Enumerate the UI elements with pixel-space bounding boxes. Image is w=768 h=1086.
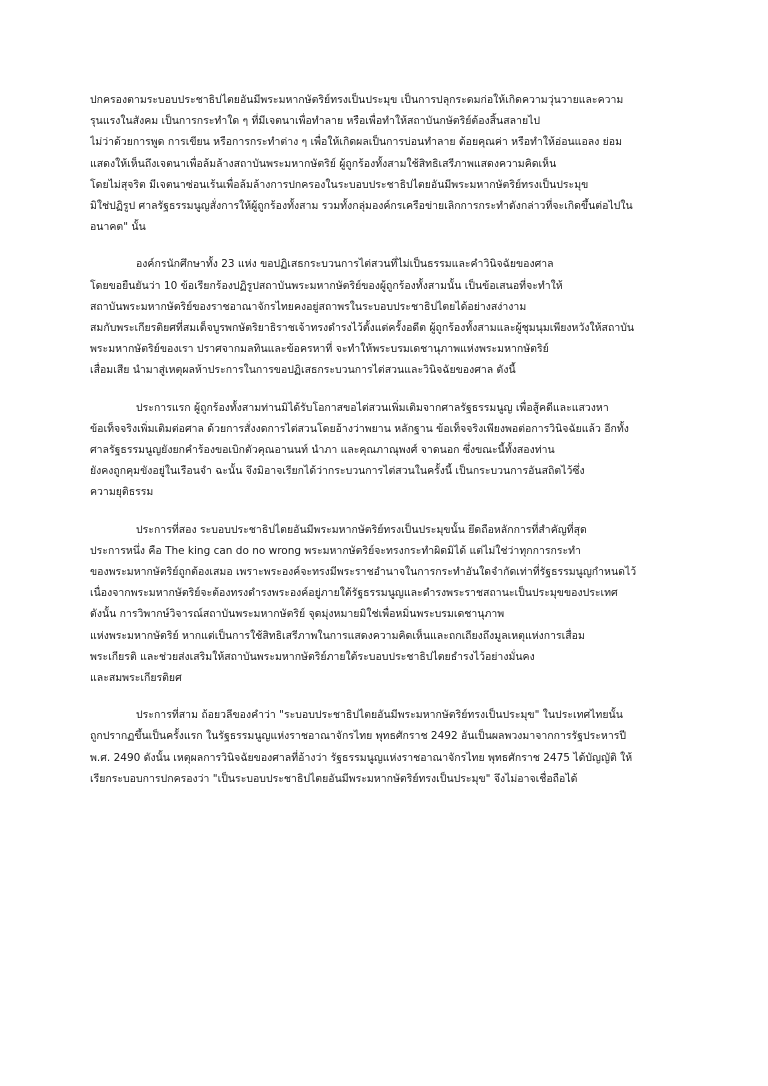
text-line: ปกครองตามระบอบประชาธิปไตยอันมีพระมหากษัตริย์ทรงเป็นประมุข เป็นการปลุกระดมก่อให้เกิดความวุ่นวายและความ <box>90 94 624 106</box>
text-line: มิใช่ปฏิรูป ศาลรัฐธรรมนูญสั่งการให้ผู้ถูกร้องทั้งสาม รวมทั้งกลุ่มองค์กรเครือข่ายเลิกการกระทำดังกล่าวที่จะเกิดขึ้นต่อไปใน <box>90 200 633 213</box>
text-line: เรียกระบอบการปกครองว่า "เป็นระบอบประชาธิปไตยอันมีพระมหากษัตริย์ทรงเป็นประมุข" จึงไม่อาจเชื่อถือได้ <box>90 772 578 785</box>
text-line: ไม่ว่าด้วยการพูด การเขียน หรือการกระทำต่าง ๆ เพื่อให้เกิดผลเป็นการบ่อนทำลาย ด้อยคุณค่า หรือทำให้อ่อนแอลง ย่อม <box>90 136 623 149</box>
text-line: โดยขอยืนยันว่า 10 ข้อเรียกร้องปฏิรูปสถาบันพระมหากษัตริย์ของผู้ถูกร้องทั้งสามนั้น เป็นข้อเสนอที่จะทำให้ <box>90 279 563 292</box>
text-line: ยังคงถูกคุมขังอยู่ในเรือนจำ ฉะนั้น จึงมิอาจเรียกได้ว่ากระบวนการไต่สวนในครั้งนี้ เป็นกระบวนการอันสถิตไว้ซึ่ง <box>90 465 585 478</box>
text-line: ความยุติธรรม <box>90 486 154 499</box>
paragraph-4 <box>90 520 680 690</box>
text-line: แห่งพระมหากษัตริย์ หากแต่เป็นการใช้สิทธิเสรีภาพในการแสดงความคิดเห็นและถกเถียงถึงมูลเหตุแห่งการเสื่อม <box>90 629 585 642</box>
text-line: พระมหากษัตริย์ของเรา ปราศจากมลทินและข้อครหาที่ จะทำให้พระบรมเดชานุภาพแห่งพระมหากษัตริย์ <box>90 343 549 356</box>
text-line: สมกับพระเกียรติยศที่สมเด็จบูรพกษัตริยาธิราชเจ้าทรงดำรงไว้ตั้งแต่ครั้งอดีต ผู้ถูกร้องทั้งสามและผู้ชุมนุมเพียงหวังให้สถาบัน <box>90 322 635 335</box>
text-line: และสมพระเกียรติยศ <box>90 672 182 685</box>
paragraph-2 <box>90 254 680 381</box>
text-line: ศาลรัฐธรรมนูญยังยกคำร้องขอเบิกตัวคุณอานนท์ นำภา และคุณภาณุพงศ์ จาดนอก ซึ่งขณะนี้ทั้งสองท่าน <box>90 444 555 457</box>
text-line: องค์กรนักศึกษาทั้ง 23 แห่ง ขอปฏิเสธกระบวนการไต่สวนที่ไม่เป็นธรรมและคำวินิจฉัยของศาล <box>136 258 554 271</box>
text-line: ประการที่สาม ถ้อยวลีของคำว่า "ระบอบประชาธิปไตยอันมีพระมหากษัตริย์ทรงเป็นประมุข" ในประเทศไทยนั้น <box>136 709 623 722</box>
text-line: ประการที่สอง ระบอบประชาธิปไตยอันมีพระมหากษัตริย์ทรงเป็นประมุขนั้น ยึดถือหลักการที่สำคัญที่สุด <box>136 523 587 536</box>
text-line: สถาบันพระมหากษัตริย์ของราชอาณาจักรไทยคงอยู่สถาพรในระบอบประชาธิปไตยได้อย่างสง่างาม <box>90 300 527 313</box>
paragraph-5 <box>90 705 680 790</box>
text-line: พ.ศ. 2490 ดังนั้น เหตุผลการวินิจฉัยของศาลที่อ้างว่า รัฐธรรมนูญแห่งราชอาณาจักรไทย พุทธศักราช 2475 ได้บัญญัติ ให้ <box>90 751 633 764</box>
paragraph-3 <box>90 398 680 504</box>
text-line: ประการแรก ผู้ถูกร้องทั้งสามท่านมิได้รับโอกาสขอไต่สวนเพิ่มเติมจากศาลรัฐธรรมนูญ เพื่อสู้คดีและแสวงหา <box>136 401 609 414</box>
text-line: ถูกปรากฏขึ้นเป็นครั้งแรก ในรัฐธรรมนูญแห่งราชอาณาจักรไทย พุทธศักราช 2492 อันเป็นผลพวงมาจากการรัฐประหารปี <box>90 730 627 743</box>
text-line: แสดงให้เห็นถึงเจตนาเพื่อล้มล้างสถาบันพระมหากษัตริย์ ผู้ถูกร้องทั้งสามใช้สิทธิเสรีภาพแสดงความคิดเห็น <box>90 157 557 170</box>
document-body <box>90 90 680 806</box>
text-line: เสื่อมเสีย นำมาสู่เหตุผลห้าประการในการขอปฏิเสธกระบวนการไต่สวนและวินิจฉัยของศาล ดังนี้ <box>90 364 516 377</box>
text-line: อนาคต" นั้น <box>90 221 146 234</box>
paragraph-1 <box>90 90 680 238</box>
text-line: พระเกียรติ และช่วยส่งเสริมให้สถาบันพระมหากษัตริย์ภายใต้ระบอบประชาธิปไตยธำรงไว้อย่างมั่นคง <box>90 650 535 663</box>
text-line: เนื่องจากพระมหากษัตริย์จะต้องทรงดำรงพระองค์อยู่ภายใต้รัฐธรรมนูญและดำรงพระราชสถานะเป็นประมุขของประเทศ <box>90 587 618 600</box>
text-line: ข้อเท็จจริงเพิ่มเติมต่อศาล ด้วยการสั่งงดการไต่สวนโดยอ้างว่าพยาน หลักฐาน ข้อเท็จจริงเพียงพอต่อการวินิจฉัยแล้ว อีกทั้ง <box>90 422 629 435</box>
text-line: ดังนั้น การวิพากษ์วิจารณ์สถาบันพระมหากษัตริย์ จุดมุ่งหมายมิใช่เพื่อหมิ่นพระบรมเดชานุภาพ <box>90 608 505 621</box>
text-line: รุนแรงในสังคม เป็นการกระทำใด ๆ ที่มีเจตนาเพื่อทำลาย หรือเพื่อทำให้สถาบันกษัตริย์ต้องสิ้นสลายไป <box>90 115 541 128</box>
text-line: โดยไม่สุจริต มีเจตนาซ่อนเร้นเพื่อล้มล้างการปกครองในระบอบประชาธิปไตยอันมีพระมหากษัตริย์ทรงเป็นประมุข <box>90 178 589 191</box>
text-line: ประการหนึ่ง คือ The king can do no wrong พระมหากษัตริย์จะทรงกระทำผิดมิได้ แต่ไม่ใช่ว่าทุกการกระทำ <box>90 544 581 557</box>
text-line: ของพระมหากษัตริย์ถูกต้องเสมอ เพราะพระองค์จะทรงมีพระราชอำนาจในการกระทำอันใดจำกัดเท่าที่รัฐธรรมนูญกำหนดไว้ <box>90 566 637 579</box>
